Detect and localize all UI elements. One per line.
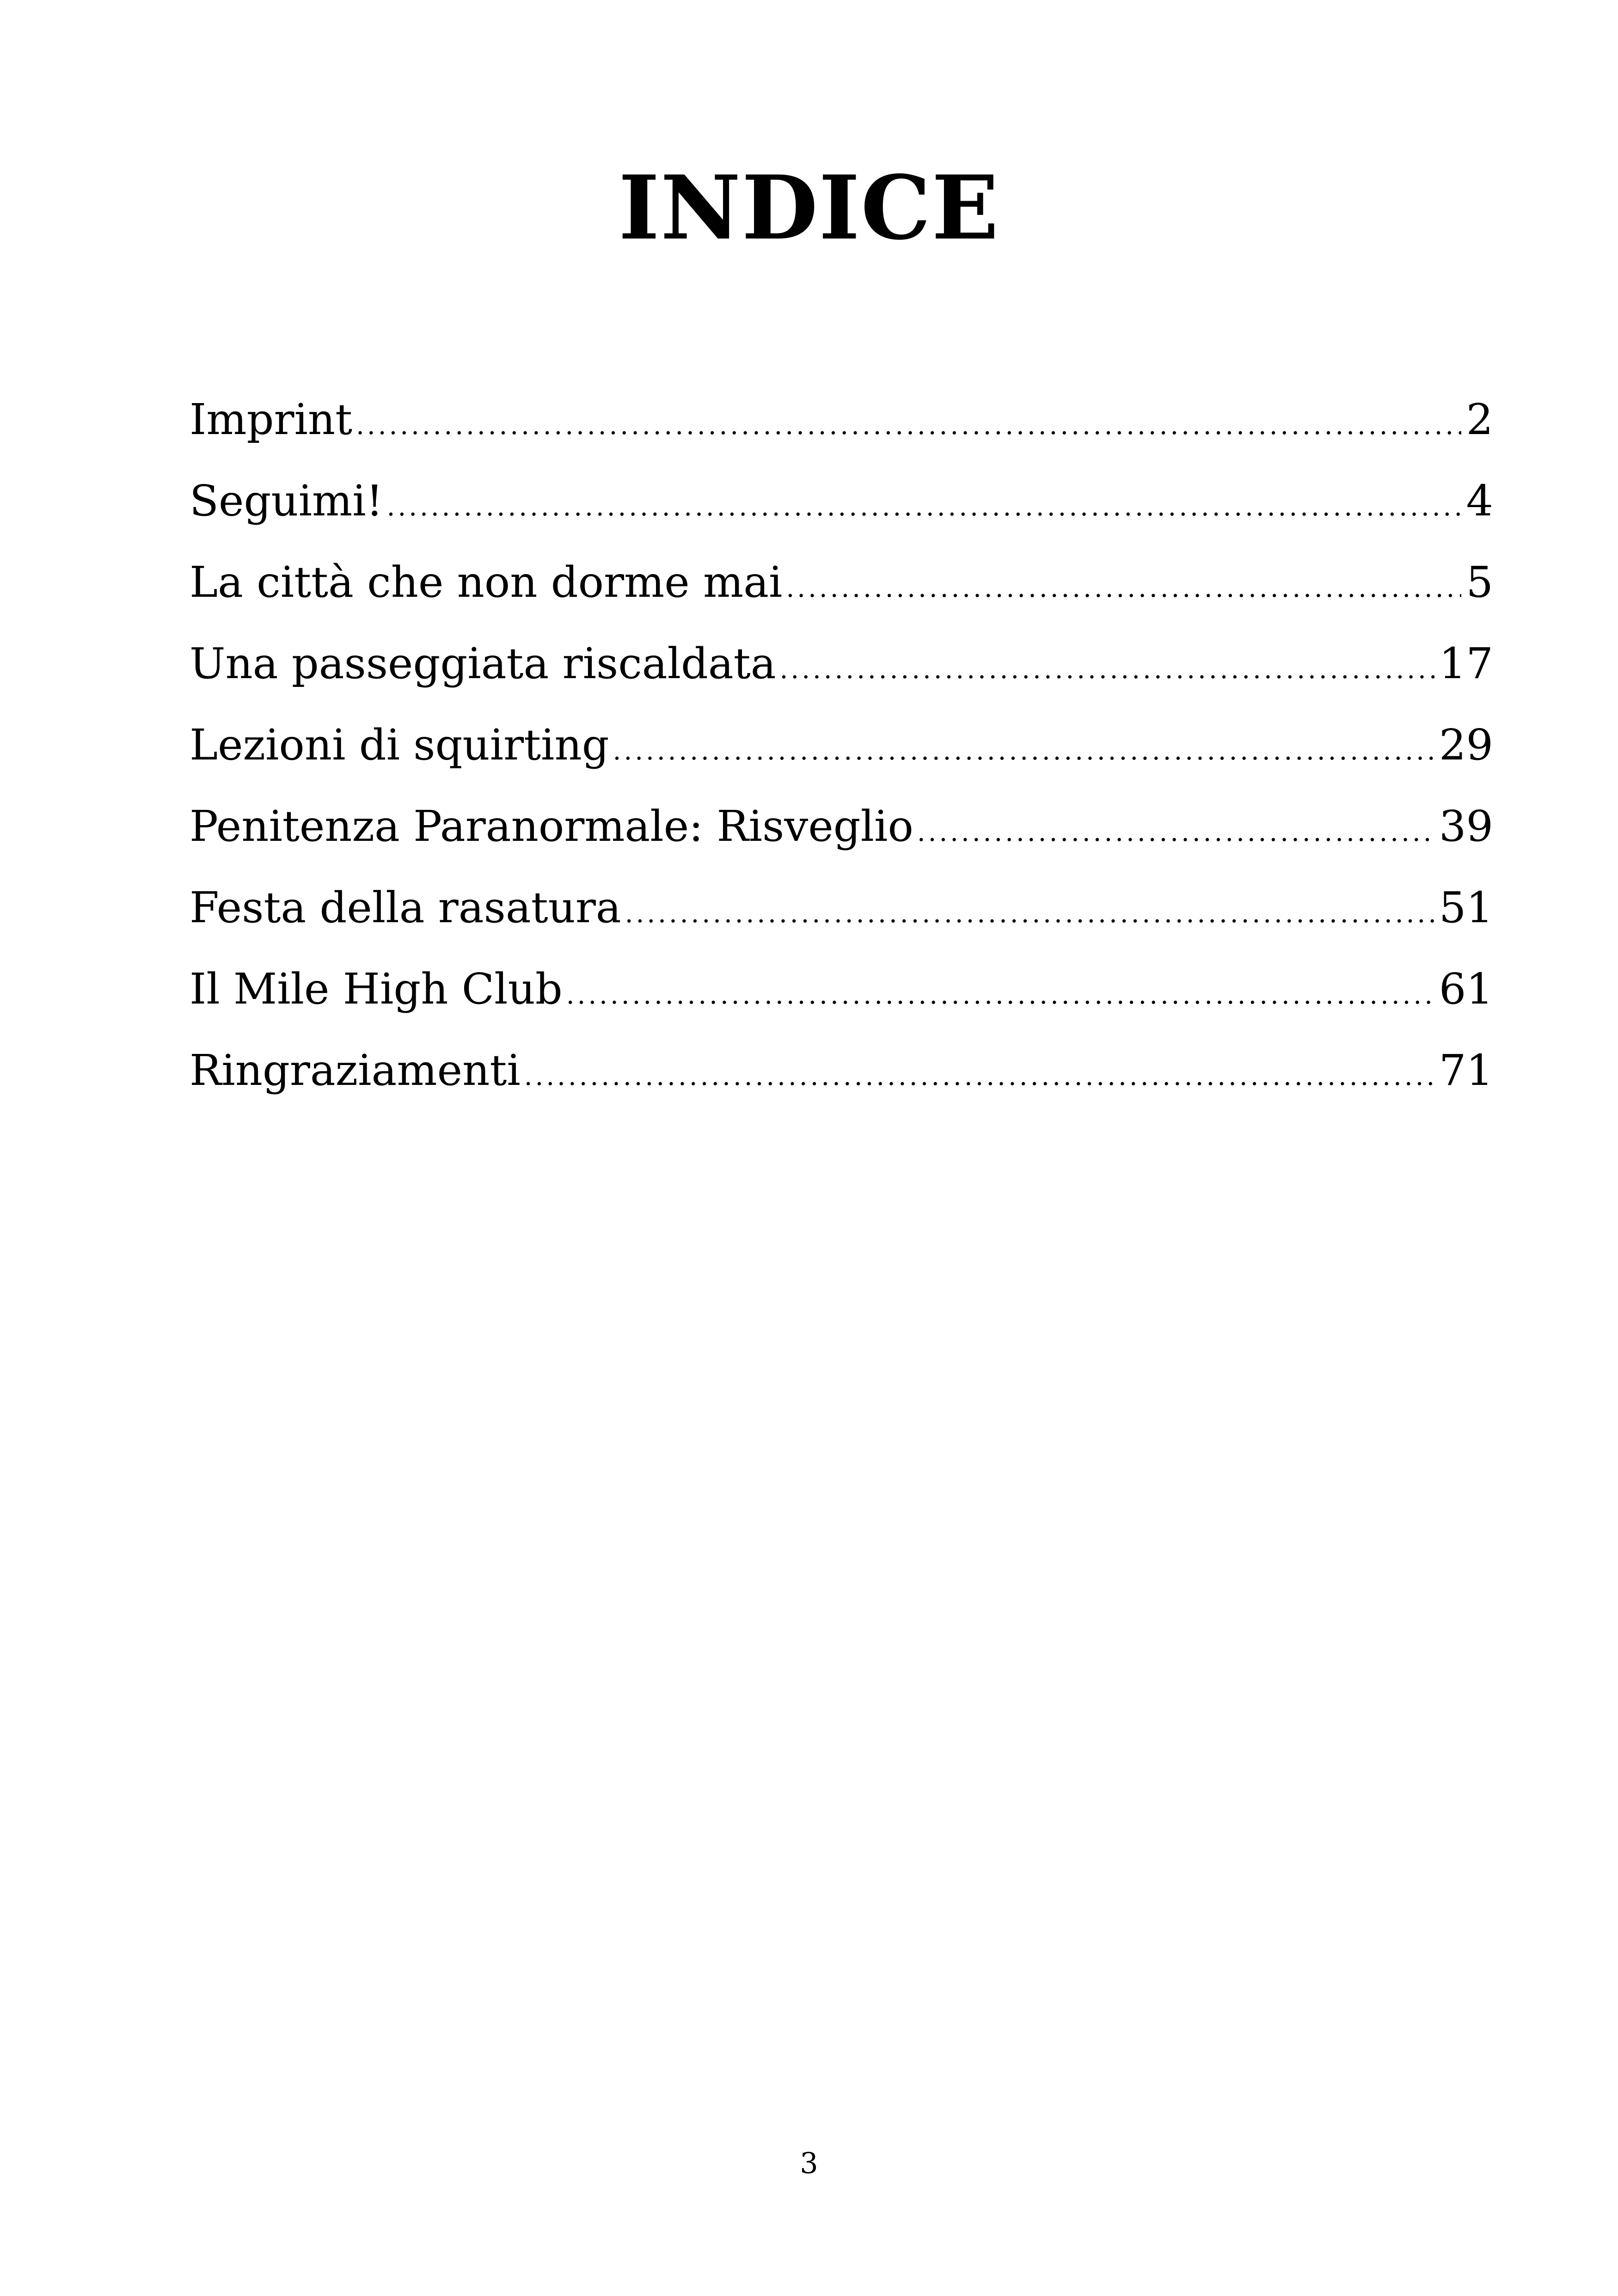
toc-dot-leader [387, 466, 1462, 548]
toc-entry-page: 4 [1466, 476, 1493, 526]
page-title: INDICE [618, 156, 1000, 259]
toc-entry-page: 2 [1466, 395, 1493, 444]
toc-entry-festa[interactable] [190, 867, 1493, 949]
toc-entry-imprint[interactable] [190, 379, 1493, 460]
toc-dot-leader [524, 1036, 1434, 1117]
toc-dot-leader [780, 629, 1434, 710]
toc-dot-leader [566, 955, 1434, 1036]
table-of-contents [190, 379, 1493, 1111]
toc-entry-label: La città che non dorme mai [190, 557, 783, 607]
page-number: 3 [800, 2146, 818, 2180]
toc-entry-page: 5 [1466, 557, 1493, 607]
toc-dot-leader [356, 385, 1461, 466]
toc-entry-label: Una passeggiata riscaldata [190, 639, 776, 688]
toc-entry-page: 29 [1439, 720, 1493, 770]
toc-entry-una-passeggiata[interactable] [190, 623, 1493, 704]
toc-dot-leader [917, 792, 1434, 873]
toc-entry-page: 61 [1439, 964, 1493, 1014]
toc-entry-label: Il Mile High Club [190, 964, 563, 1014]
toc-entry-seguimi[interactable] [190, 460, 1493, 542]
toc-dot-leader [625, 873, 1434, 955]
toc-entry-lezioni[interactable] [190, 704, 1493, 786]
toc-entry-label: Lezioni di squirting [190, 720, 609, 770]
toc-entry-penitenza[interactable] [190, 786, 1493, 867]
toc-entry-ringraziamenti[interactable] [190, 1030, 1493, 1111]
toc-entry-label: Ringraziamenti [190, 1046, 521, 1095]
toc-entry-page: 17 [1439, 639, 1493, 688]
toc-entry-mile-high[interactable] [190, 949, 1493, 1030]
toc-entry-page: 39 [1439, 802, 1493, 851]
toc-entry-la-citta[interactable] [190, 542, 1493, 623]
toc-entry-label: Seguimi! [190, 476, 383, 526]
toc-entry-label: Imprint [190, 395, 353, 444]
toc-dot-leader [786, 548, 1461, 629]
toc-entry-label: Penitenza Paranormale: Risveglio [190, 802, 913, 851]
toc-entry-page: 71 [1439, 1046, 1493, 1095]
toc-entry-label: Festa della rasatura [190, 883, 621, 932]
toc-entry-page: 51 [1439, 883, 1493, 932]
toc-dot-leader [613, 710, 1434, 792]
